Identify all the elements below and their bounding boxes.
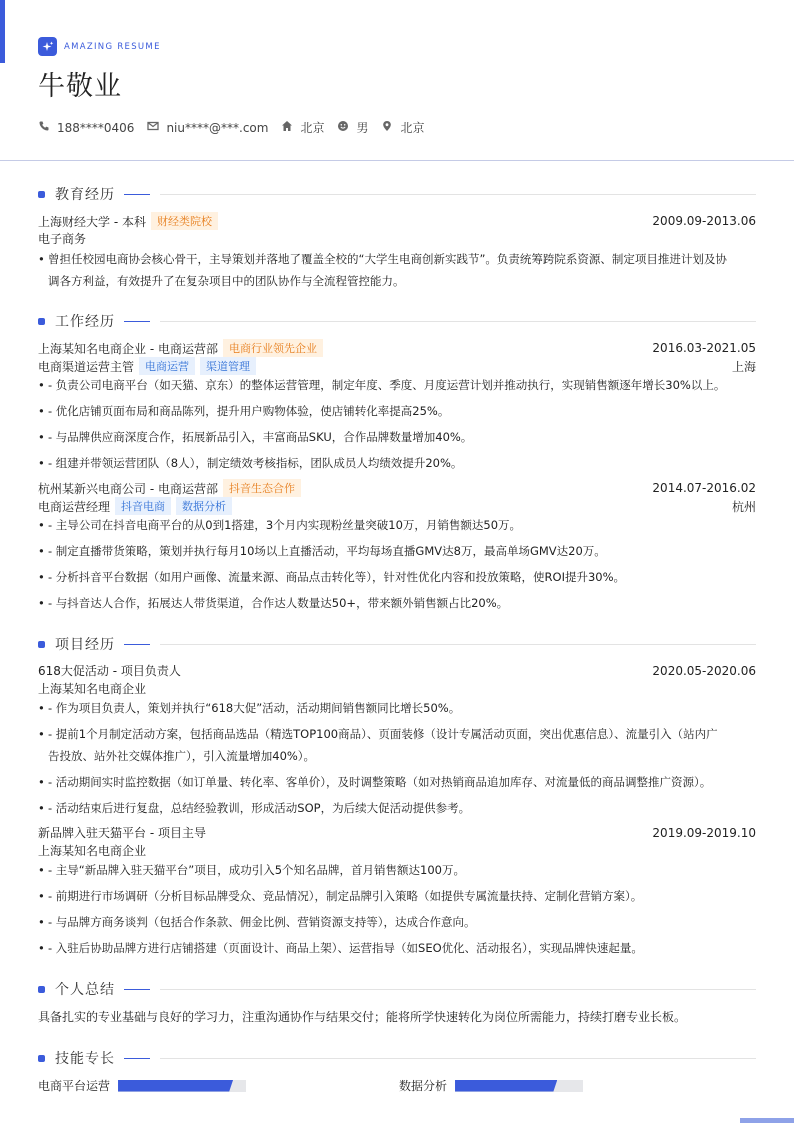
location-pin-icon [381, 120, 400, 135]
bullet-text: - 优化店铺页面布局和商品陈列，提升用户购物体验，使店铺转化率提高25%。 [48, 404, 450, 418]
section-dot [38, 318, 45, 325]
bullet-dot: • [38, 518, 45, 532]
skill-item [399, 1077, 583, 1094]
email-text: niu****@***.com [166, 120, 269, 135]
work-bullet [38, 400, 756, 422]
company-tag: 电商行业领先企业 [223, 339, 323, 357]
work-header [38, 479, 756, 497]
section-dot [38, 641, 45, 648]
work-role-row [38, 497, 756, 515]
bullet-dot: • [38, 378, 45, 392]
phone-icon [38, 120, 57, 135]
section-rule-accent [124, 989, 150, 990]
work-date: 2016.03-2021.05 [652, 341, 756, 355]
section-summary [38, 979, 756, 999]
skill-name: 数据分析 [399, 1079, 448, 1093]
bullet-text: - 作为项目负责人，策划并执行“618大促”活动，活动期间销售额同比增长50%。 [48, 701, 461, 715]
work-bullet [38, 514, 756, 536]
bullet-text: 告投放、站外社交媒体推广），引入流量增加40%）。 [48, 749, 316, 763]
brand [38, 37, 161, 56]
section-rule [160, 989, 756, 990]
school-name: 上海财经大学 - 本科 [38, 214, 146, 229]
home-icon [281, 120, 300, 135]
project-bullet [38, 771, 756, 793]
work-bullet [38, 566, 756, 588]
hometown-text: 北京 [300, 121, 325, 135]
bullet-text: - 前期进行市场调研（分析目标品牌受众、竞品情况），制定品牌引入策略（如提供专属流量扶持、定制化营销方案）。 [48, 889, 643, 903]
bullet-text: - 制定直播带货策略，策划并执行每月10场以上直播活动，平均每场直播GMV达8万，最高单场GMV达20万。 [48, 544, 606, 558]
skill-bar [455, 1080, 583, 1092]
project-date: 2019.09-2019.10 [652, 825, 756, 840]
education-date: 2009.09-2013.06 [652, 214, 756, 228]
work-header [38, 339, 756, 357]
job-title: 电商渠道运营主管 [38, 359, 135, 374]
skill-tag: 渠道管理 [200, 357, 256, 375]
section-dot [38, 986, 45, 993]
contact-gender [337, 119, 368, 136]
contact-location [381, 119, 424, 136]
project-title: 618大促活动 - 项目负责人 [38, 664, 181, 678]
work-bullet [38, 374, 756, 396]
education-major-row [38, 230, 756, 247]
smile-icon [337, 120, 356, 135]
bullet-dot: • [38, 570, 45, 584]
section-rule-accent [124, 321, 150, 322]
bullet-text: 曾担任校园电商协会核心骨干，主导策划并落地了覆盖全校的“大学生电商创新实践节”。负责统筹跨院系资源、制定项目推进计划及协 [48, 252, 727, 266]
work-bullet [38, 426, 756, 448]
bullet-dot: • [38, 889, 45, 903]
header-divider [0, 160, 794, 161]
project-org-row [38, 680, 756, 697]
bullet-dot: • [38, 941, 45, 955]
project-bullet [38, 885, 756, 907]
project-bullet [38, 937, 756, 959]
bullet-dot: • [38, 456, 45, 470]
summary-text: 具备扎实的专业基础与良好的学习力，注重沟通协作与结果交付；能将所学快速转化为岗位所需能力，持续打磨专业长板。 [38, 1010, 687, 1024]
bullet-dot: • [38, 404, 45, 418]
skill-tag: 数据分析 [176, 497, 232, 515]
work-bullet [38, 452, 756, 474]
skill-tag: 电商运营 [139, 357, 195, 375]
contact-list [38, 119, 438, 136]
section-skills [38, 1048, 756, 1068]
skill-bar-fill [455, 1080, 557, 1092]
skill-tag: 抖音电商 [115, 497, 171, 515]
bullet-text: - 组建并带领运营团队（8人），制定绩效考核指标，团队成员人均绩效提升20%。 [48, 456, 463, 470]
work-role-row [38, 357, 756, 375]
project-org: 上海某知名电商企业 [38, 844, 147, 858]
bullet-text: - 主导公司在抖音电商平台的从0到1搭建，3个月内实现粉丝量突破10万，月销售额达50万。 [48, 518, 522, 532]
contact-phone [38, 120, 134, 135]
brand-text: AMAZING RESUME [64, 41, 161, 52]
bullet-dot: • [38, 701, 45, 715]
project-title: 新品牌入驻天猫平台 - 项目主导 [38, 826, 206, 840]
work-city: 杭州 [731, 499, 756, 514]
project-bullet [38, 911, 756, 933]
contact-hometown [281, 119, 324, 136]
project-bullet [38, 859, 756, 881]
job-title: 电商运营经理 [38, 499, 111, 514]
bullet-text: - 分析抖音平台数据（如用户画像、流量来源、商品点击转化等），针对性优化内容和投放策略，使ROI提升30%。 [48, 570, 626, 584]
bullet-text: 调各方利益，有效提升了在复杂项目中的团队协作与全流程管控能力。 [48, 274, 405, 288]
bullet-dot: • [38, 544, 45, 558]
bullet-text: - 提前1个月制定活动方案，包括商品选品（精选TOP100商品）、页面装修（设计专属活动页面，突出优惠信息）、流量引入（站内广 [48, 727, 718, 741]
bullet-text: - 活动期间实时监控数据（如订单量、转化率、客单价），及时调整策略（如对热销商品追加库存、对流量低的商品调整推广资源）。 [48, 775, 712, 789]
location-text: 北京 [400, 121, 425, 135]
section-work [38, 311, 756, 331]
education-bullet [38, 248, 756, 292]
bullet-dot: • [38, 252, 45, 266]
section-dot [38, 1055, 45, 1062]
bullet-text: - 主导“新品牌入驻天猫平台”项目，成功引入5个知名品牌，首月销售额达100万。 [48, 863, 465, 877]
contact-email [147, 120, 268, 135]
bottom-accent-bar [740, 1118, 794, 1123]
company-name: 杭州某新兴电商公司 - 电商运营部 [38, 481, 218, 496]
work-city: 上海 [731, 359, 756, 374]
bullet-text: - 与品牌方商务谈判（包括合作条款、佣金比例、营销资源支持等），达成合作意向。 [48, 915, 476, 929]
section-dot [38, 191, 45, 198]
section-rule-accent [124, 1058, 150, 1059]
section-title: 教育经历 [55, 187, 115, 203]
project-org-row [38, 842, 756, 859]
bullet-text: - 负责公司电商平台（如天猫、京东）的整体运营管理，制定年度、季度、月度运营计划并推动执行，实现销售额逐年增长30%以上。 [48, 378, 726, 392]
project-bullet [38, 723, 756, 767]
company-name: 上海某知名电商企业 - 电商运营部 [38, 341, 218, 356]
education-header [38, 212, 756, 230]
bullet-dot: • [38, 863, 45, 877]
skill-name: 电商平台运营 [38, 1079, 111, 1093]
section-rule [160, 321, 756, 322]
bullet-dot: • [38, 775, 45, 789]
project-header [38, 662, 756, 679]
gender-text: 男 [356, 121, 369, 135]
school-tag: 财经类院校 [151, 212, 218, 230]
sparkle-icon [38, 37, 57, 56]
section-projects [38, 634, 756, 654]
work-bullet [38, 540, 756, 562]
project-date: 2020.05-2020.06 [652, 663, 756, 678]
bullet-text: - 活动结束后进行复盘，总结经验教训，形成活动SOP，为后续大促活动提供参考。 [48, 801, 471, 815]
skill-bar-fill [118, 1080, 233, 1092]
project-org: 上海某知名电商企业 [38, 682, 147, 696]
project-bullet [38, 697, 756, 719]
project-header [38, 824, 756, 841]
major: 电子商务 [38, 232, 87, 246]
section-rule-accent [124, 644, 150, 645]
section-title: 个人总结 [55, 982, 115, 998]
company-tag: 抖音生态合作 [223, 479, 301, 497]
project-bullet [38, 797, 756, 819]
section-rule [160, 194, 756, 195]
work-date: 2014.07-2016.02 [652, 481, 756, 495]
bullet-text: - 与抖音达人合作，拓展达人带货渠道，合作达人数量达50+，带来额外销售额占比20%。 [48, 596, 509, 610]
phone-text: 188****0406 [57, 120, 135, 135]
section-education [38, 184, 756, 204]
work-bullet [38, 592, 756, 614]
mail-icon [147, 120, 166, 135]
section-rule [160, 1058, 756, 1059]
bullet-text: - 入驻后协助品牌方进行店铺搭建（页面设计、商品上架）、运营指导（如SEO优化、活动报名），实现品牌快速起量。 [48, 941, 643, 955]
bullet-dot: • [38, 801, 45, 815]
bullet-dot: • [38, 915, 45, 929]
section-title: 工作经历 [55, 314, 115, 330]
bullet-dot: • [38, 727, 45, 741]
bullet-dot: • [38, 430, 45, 444]
section-title: 技能专长 [55, 1051, 115, 1067]
accent-bar [0, 0, 5, 63]
section-rule-accent [124, 194, 150, 195]
candidate-name: 牛敬业 [38, 71, 122, 102]
section-title: 项目经历 [55, 637, 115, 653]
skill-item [38, 1077, 246, 1094]
bullet-dot: • [38, 596, 45, 610]
bullet-text: - 与品牌供应商深度合作，拓展新品引入，丰富商品SKU，合作品牌数量增加40%。 [48, 430, 473, 444]
skill-bar [118, 1080, 246, 1092]
section-rule [160, 644, 756, 645]
